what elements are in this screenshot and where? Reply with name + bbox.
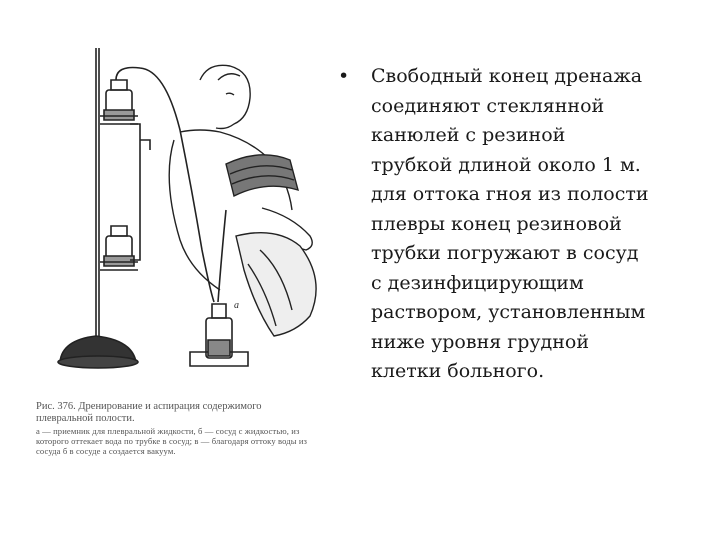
bullet-text: Свободный конец дренажа соединяют стеклянной канюлей с резиной трубкой длиной около 1 м. для оттока гноя из полости плевры конец резиновой трубки погружают в сосуд с дезинфицирующим раствором, установленным ниже уровня грудной клетки больного. [371, 65, 649, 382]
lower-bottle [100, 226, 138, 270]
caption-title: Рис. 376. Дренирование и аспирация содержимого плевральной полости. [36, 401, 262, 425]
upper-bottle [100, 80, 138, 124]
figure-caption [36, 401, 318, 457]
patient [169, 65, 316, 336]
receiving-bottle [190, 304, 248, 366]
drain-tube [218, 210, 226, 302]
label-a: а [234, 300, 239, 311]
bullet-marker: • [338, 65, 350, 87]
bullet-point [338, 62, 698, 387]
caption-body: а — приемник для плевральной жидкости, б — сосуд с жидкостью, из которого оттекает вода по трубке в сосуд; в — благодаря оттоку воды из сосуда б в сосуде а создается вакуум. [36, 426, 308, 456]
